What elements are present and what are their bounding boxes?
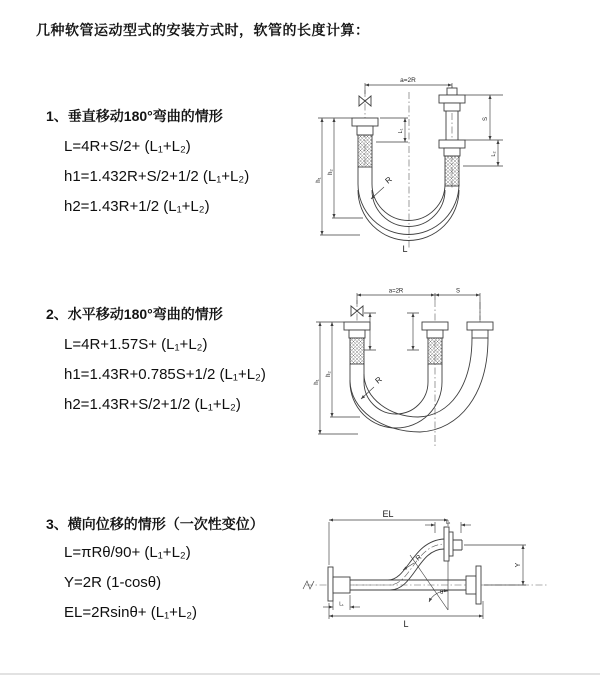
dim-a-2r <box>357 289 480 321</box>
dim-a-2r <box>365 77 452 94</box>
dim-h1-h2 <box>316 118 363 235</box>
formula-3-Y: Y=2R (1-cosθ) <box>64 574 162 591</box>
dim-label-s: S <box>455 288 461 295</box>
hose-u-bends <box>350 338 488 432</box>
formula-2-L: L=4R+1.57S+ (L₁+L₂) <box>64 336 208 353</box>
dim-label-l-total: L <box>402 244 408 254</box>
hose-u-bend <box>358 167 459 241</box>
formula-3-EL: EL=2Rsinθ+ (L₁+L₂) <box>64 604 198 621</box>
left-flange <box>328 567 350 601</box>
upper-flange <box>444 527 462 561</box>
dim-label-el: EL <box>382 509 394 519</box>
left-pipe-fitting <box>344 322 370 364</box>
centerlines <box>365 86 452 248</box>
dim-l1 <box>376 118 408 142</box>
dim-el <box>329 509 448 565</box>
right-pipe-fitting <box>467 322 493 338</box>
dim-label-r: R <box>373 374 384 386</box>
middle-pipe-fitting <box>422 322 448 364</box>
dim-label-l1: L₁ <box>398 128 404 134</box>
diagram-lateral-displacement <box>298 503 598 645</box>
section-3-heading: 3、横向位移的情形（一次性变位） <box>46 516 264 532</box>
dim-label-theta: θ <box>440 590 444 596</box>
dim-label-s: S <box>483 116 489 122</box>
dim-fitting-lengths <box>364 313 419 350</box>
diagram-horizontal-180-bend <box>308 282 598 460</box>
section-2-heading: 2、水平移动180°弯曲的情形 <box>46 306 223 322</box>
diagram-vertical-180-bend <box>308 70 598 265</box>
dim-label-l: L <box>403 619 409 629</box>
left-pipe-fitting <box>352 118 378 167</box>
formula-2-h2: h2=1.43R+S/2+1/2 (L₁+L₂) <box>64 396 241 413</box>
dim-label-h2: h₂ <box>326 371 332 377</box>
radius-callout <box>371 175 394 199</box>
formula-1-h2: h2=1.43R+1/2 (L₁+L₂) <box>64 198 210 215</box>
centerlines <box>357 300 480 447</box>
dim-label-l1: L₁ <box>339 601 344 608</box>
dim-label-a2r: a=2R <box>400 77 416 84</box>
braided-hose-middle <box>428 338 442 364</box>
braided-hose-left <box>350 338 364 364</box>
dim-label-y: Y <box>515 562 522 568</box>
dim-label-r: R <box>383 174 394 186</box>
braided-hose-right <box>445 156 459 186</box>
dim-label-a2r: a=2R <box>388 288 404 295</box>
section-1-heading: 1、垂直移动180°弯曲的情形 <box>46 108 223 124</box>
formula-1-h1: h1=1.432R+S/2+1/2 (L₁+L₂) <box>64 168 250 185</box>
dim-label-l2: L₂ <box>491 151 497 157</box>
dim-label-r: R <box>414 553 424 563</box>
dim-label-l2: L₂ <box>445 519 451 526</box>
dim-label-h1: h₁ <box>316 177 322 183</box>
braided-hose-left <box>358 135 372 167</box>
formula-1-L: L=4R+S/2+ (L₁+L₂) <box>64 138 191 155</box>
displaced-hose-s-curve <box>350 539 444 590</box>
formula-2-h1: h1=1.43R+0.785S+1/2 (L₁+L₂) <box>64 366 266 383</box>
dim-label-h1: h₁ <box>314 379 320 385</box>
dim-label-h2: h₂ <box>328 169 334 175</box>
dim-l-total <box>329 601 483 629</box>
formula-3-L: L=πRθ/90+ (L₁+L₂) <box>64 544 191 561</box>
page-title: 几种软管运动型式的安装方式时，软管的长度计算： <box>36 22 370 38</box>
pipe-break-symbol <box>303 581 314 589</box>
dim-s-l2 <box>463 95 503 166</box>
angle-construction <box>410 555 448 610</box>
